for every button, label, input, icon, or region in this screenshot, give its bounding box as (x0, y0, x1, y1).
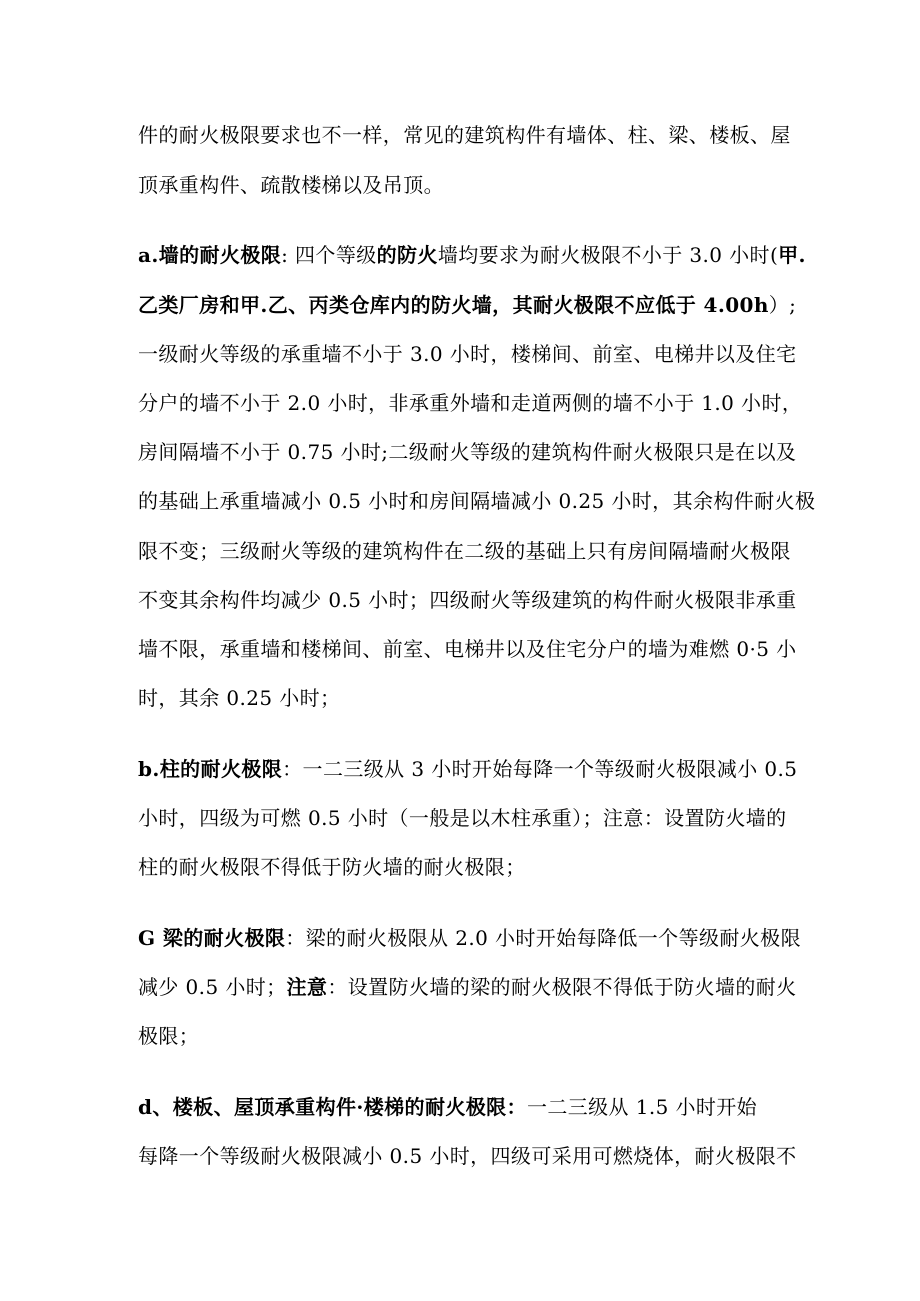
section-a-line-10: 时，其余 0.25 小时； (138, 686, 341, 710)
section-a-line-4: 分户的墙不小于 2.0 小时，非承重外墙和走道两侧的墙不小于 1.0 小时， (138, 391, 803, 415)
section-c-line-1 (138, 925, 801, 951)
section-a-line-8: 不变其余构件均减少 0.5 小时；四级耐火等级建筑的构件耐火极限非承重 (138, 588, 797, 612)
section-d-heading: d、楼板、屋顶承重构件·楼梯的耐火极限： (138, 1095, 527, 1119)
section-a-text: : 四个等级 (281, 243, 377, 267)
section-c-text: 减少 0.5 小时； (138, 975, 287, 999)
section-c-emphasis: 注意 (286, 975, 328, 999)
section-c-line-3: 极限； (138, 1024, 200, 1048)
section-b-line-3: 柱的耐火极限不得低于防火墙的耐火极限； (138, 855, 526, 879)
section-a-line-1 (138, 242, 806, 268)
section-a-line-9: 墙不限，承重墙和楼梯间、前室、电梯井以及住宅分户的墙为难燃 0·5 小 (138, 637, 797, 661)
intro-line-2: 顶承重构件、疏散楼梯以及吊顶。 (138, 173, 444, 197)
section-a-emphasis: 甲. (778, 243, 806, 267)
section-a-line-2 (138, 292, 798, 318)
section-a-emphasis: 的防火 (376, 243, 438, 267)
section-d-line-1 (138, 1094, 798, 1120)
section-a-line-5: 房间隔墙不小于 0.75 小时;二级耐火等级的建筑构件耐火极限只是在以及 (138, 440, 797, 464)
section-b-heading: b.柱的耐火极限 (138, 757, 283, 781)
section-d-line-2: 每降一个等级耐火极限减小 0.5 小时，四级可采用可燃烧体，耐火极限不 (138, 1144, 797, 1168)
section-c-heading: G 梁的耐火极限 (138, 926, 286, 950)
intro-line-1: 件的耐火极限要求也不一样，常见的建筑构件有墙体、柱、梁、楼板、屋 (138, 123, 791, 147)
section-a-text: 墙均要求为耐火极限不小于 3.0 小时( (437, 243, 779, 267)
section-b-line-2: 小时，四级为可燃 0.5 小时（一般是以木柱承重）；注意：设置防火墙的 (138, 806, 787, 830)
section-a-heading: a.墙的耐火极限 (138, 243, 282, 267)
section-a-text: ）; (768, 293, 797, 317)
section-a-line-6: 的基础上承重墙减小 0.5 小时和房间隔墙减小 0.25 小时，其余构件耐火极 (138, 489, 816, 513)
section-a-line-3: 一级耐火等级的承重墙不小于 3.0 小时，楼梯间、前室、电梯井以及住宅 (138, 342, 797, 366)
section-d-text: 一二三级从 1.5 小时开始 (526, 1095, 758, 1119)
section-a-line-7: 限不变；三级耐火等级的建筑构件在二级的基础上只有房间隔墙耐火极限 (138, 539, 791, 563)
section-b-text: ：一二三级从 3 小时开始每降一个等级耐火极限减小 0.5 (282, 757, 798, 781)
section-c-text: ：梁的耐火极限从 2.0 小时开始每降低一个等级耐火极限 (285, 926, 801, 950)
section-b-line-1 (138, 756, 798, 782)
section-c-text: ：设置防火墙的梁的耐火极限不得低于防火墙的耐火 (327, 975, 797, 999)
section-c-line-2 (138, 974, 798, 1000)
section-a-emphasis: 乙类厂房和甲.乙、丙类仓库内的防火墙，其耐火极限不应低于 4.00h (138, 293, 769, 317)
